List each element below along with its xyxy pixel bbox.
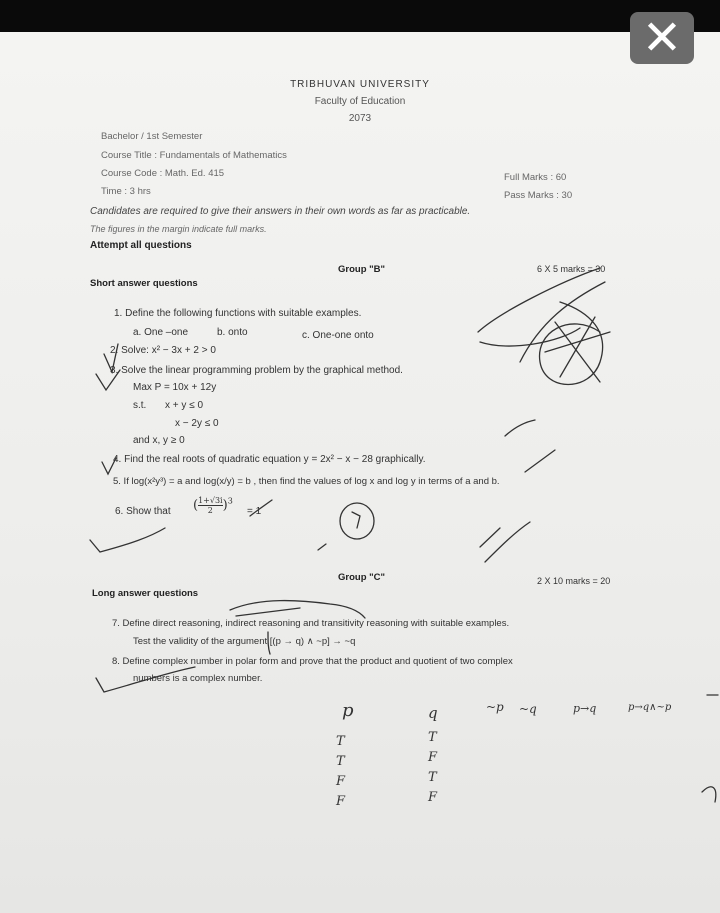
exam-paper: [0, 32, 720, 913]
hand-col-p-values: T T F F: [336, 734, 346, 809]
question-6-expression: ( $\frac{1+√3i}{2}$ )$^3$: [193, 496, 233, 515]
question-8-line-1: 8. Define complex number in polar form and prove that the product and quotient of two complex: [112, 656, 513, 667]
short-answer-heading: Short answer questions: [90, 278, 198, 289]
pen-annotations: [0, 32, 720, 913]
close-icon: ✕: [641, 10, 683, 66]
question-3-st: s.t.: [133, 400, 147, 411]
instruction-margin: The figures in the margin indicate full marks.: [90, 224, 267, 234]
full-marks: Full Marks : 60: [504, 172, 567, 183]
question-3-constraint-3: and x, y ≥ 0: [133, 435, 185, 446]
faculty-name: Faculty of Education: [314, 96, 406, 107]
viewer-top-bar: [0, 0, 720, 32]
question-1b: b. onto: [217, 327, 248, 338]
course-code: Course Code : Math. Ed. 415: [101, 168, 225, 179]
long-answer-heading: Long answer questions: [92, 588, 199, 599]
group-b-marks: 6 X 5 marks = 30: [537, 264, 606, 274]
question-3: 3. Solve the linear programming problem by the graphical method.: [110, 365, 403, 376]
group-c-marks: 2 X 10 marks = 20: [537, 576, 611, 586]
question-7-line-2: Test the validity of the argument [(p → q) ∧ ~p] → ~q: [133, 636, 356, 647]
pass-marks: Pass Marks : 30: [504, 190, 573, 201]
question-7-line-1: 7. Define direct reasoning, indirect reasoning and transitivity reasoning with suitable examples.: [112, 618, 510, 629]
level-semester: Bachelor / 1st Semester: [101, 131, 203, 142]
hand-col-p-implies-q: p→q: [573, 702, 597, 715]
instruction-own-words: Candidates are required to give their answers in their own words as far as practicable.: [90, 206, 471, 217]
question-6-suffix: = 1: [247, 506, 262, 517]
question-4: 4. Find the real roots of quadratic equation y = 2x² − x − 28 graphically.: [113, 454, 426, 465]
question-3-objective: Max P = 10x + 12y: [133, 382, 217, 393]
question-8-line-2: numbers is a complex number.: [133, 673, 263, 684]
question-5: 5. If log(x²y³) = a and log(x/y) = b , then find the values of log x and log y in terms of a and b.: [113, 476, 500, 487]
question-1c: c. One-one onto: [302, 330, 374, 341]
exam-time: Time : 3 hrs: [101, 186, 151, 197]
question-2: 2. Solve: x² − 3x + 2 > 0: [110, 345, 216, 356]
group-b-title: Group "B": [338, 264, 386, 275]
exam-year: 2073: [348, 113, 372, 124]
question-3-constraint-2: x − 2y ≤ 0: [175, 418, 219, 429]
close-button[interactable]: [630, 12, 694, 64]
question-6-prefix: 6. Show that: [115, 506, 171, 517]
hand-col-q: q: [428, 704, 438, 722]
university-name: TRIBHUVAN UNIVERSITY: [290, 79, 430, 90]
question-3-constraint-1: x + y ≤ 0: [165, 400, 204, 411]
hand-col-not-q: ~q: [519, 702, 537, 716]
question-1: 1. Define the following functions with suitable examples.: [114, 308, 362, 319]
hand-col-q-values: T F T F: [428, 730, 438, 805]
hand-col-p: p: [342, 700, 354, 721]
hand-col-conjunction: p→q∧~p: [628, 702, 672, 713]
hand-col-not-p: ~p: [486, 700, 504, 714]
group-c-title: Group "C": [338, 572, 386, 583]
question-1a: a. One –one: [133, 327, 189, 338]
course-title: Course Title : Fundamentals of Mathematics: [101, 150, 287, 161]
attempt-all: Attempt all questions: [90, 240, 192, 251]
